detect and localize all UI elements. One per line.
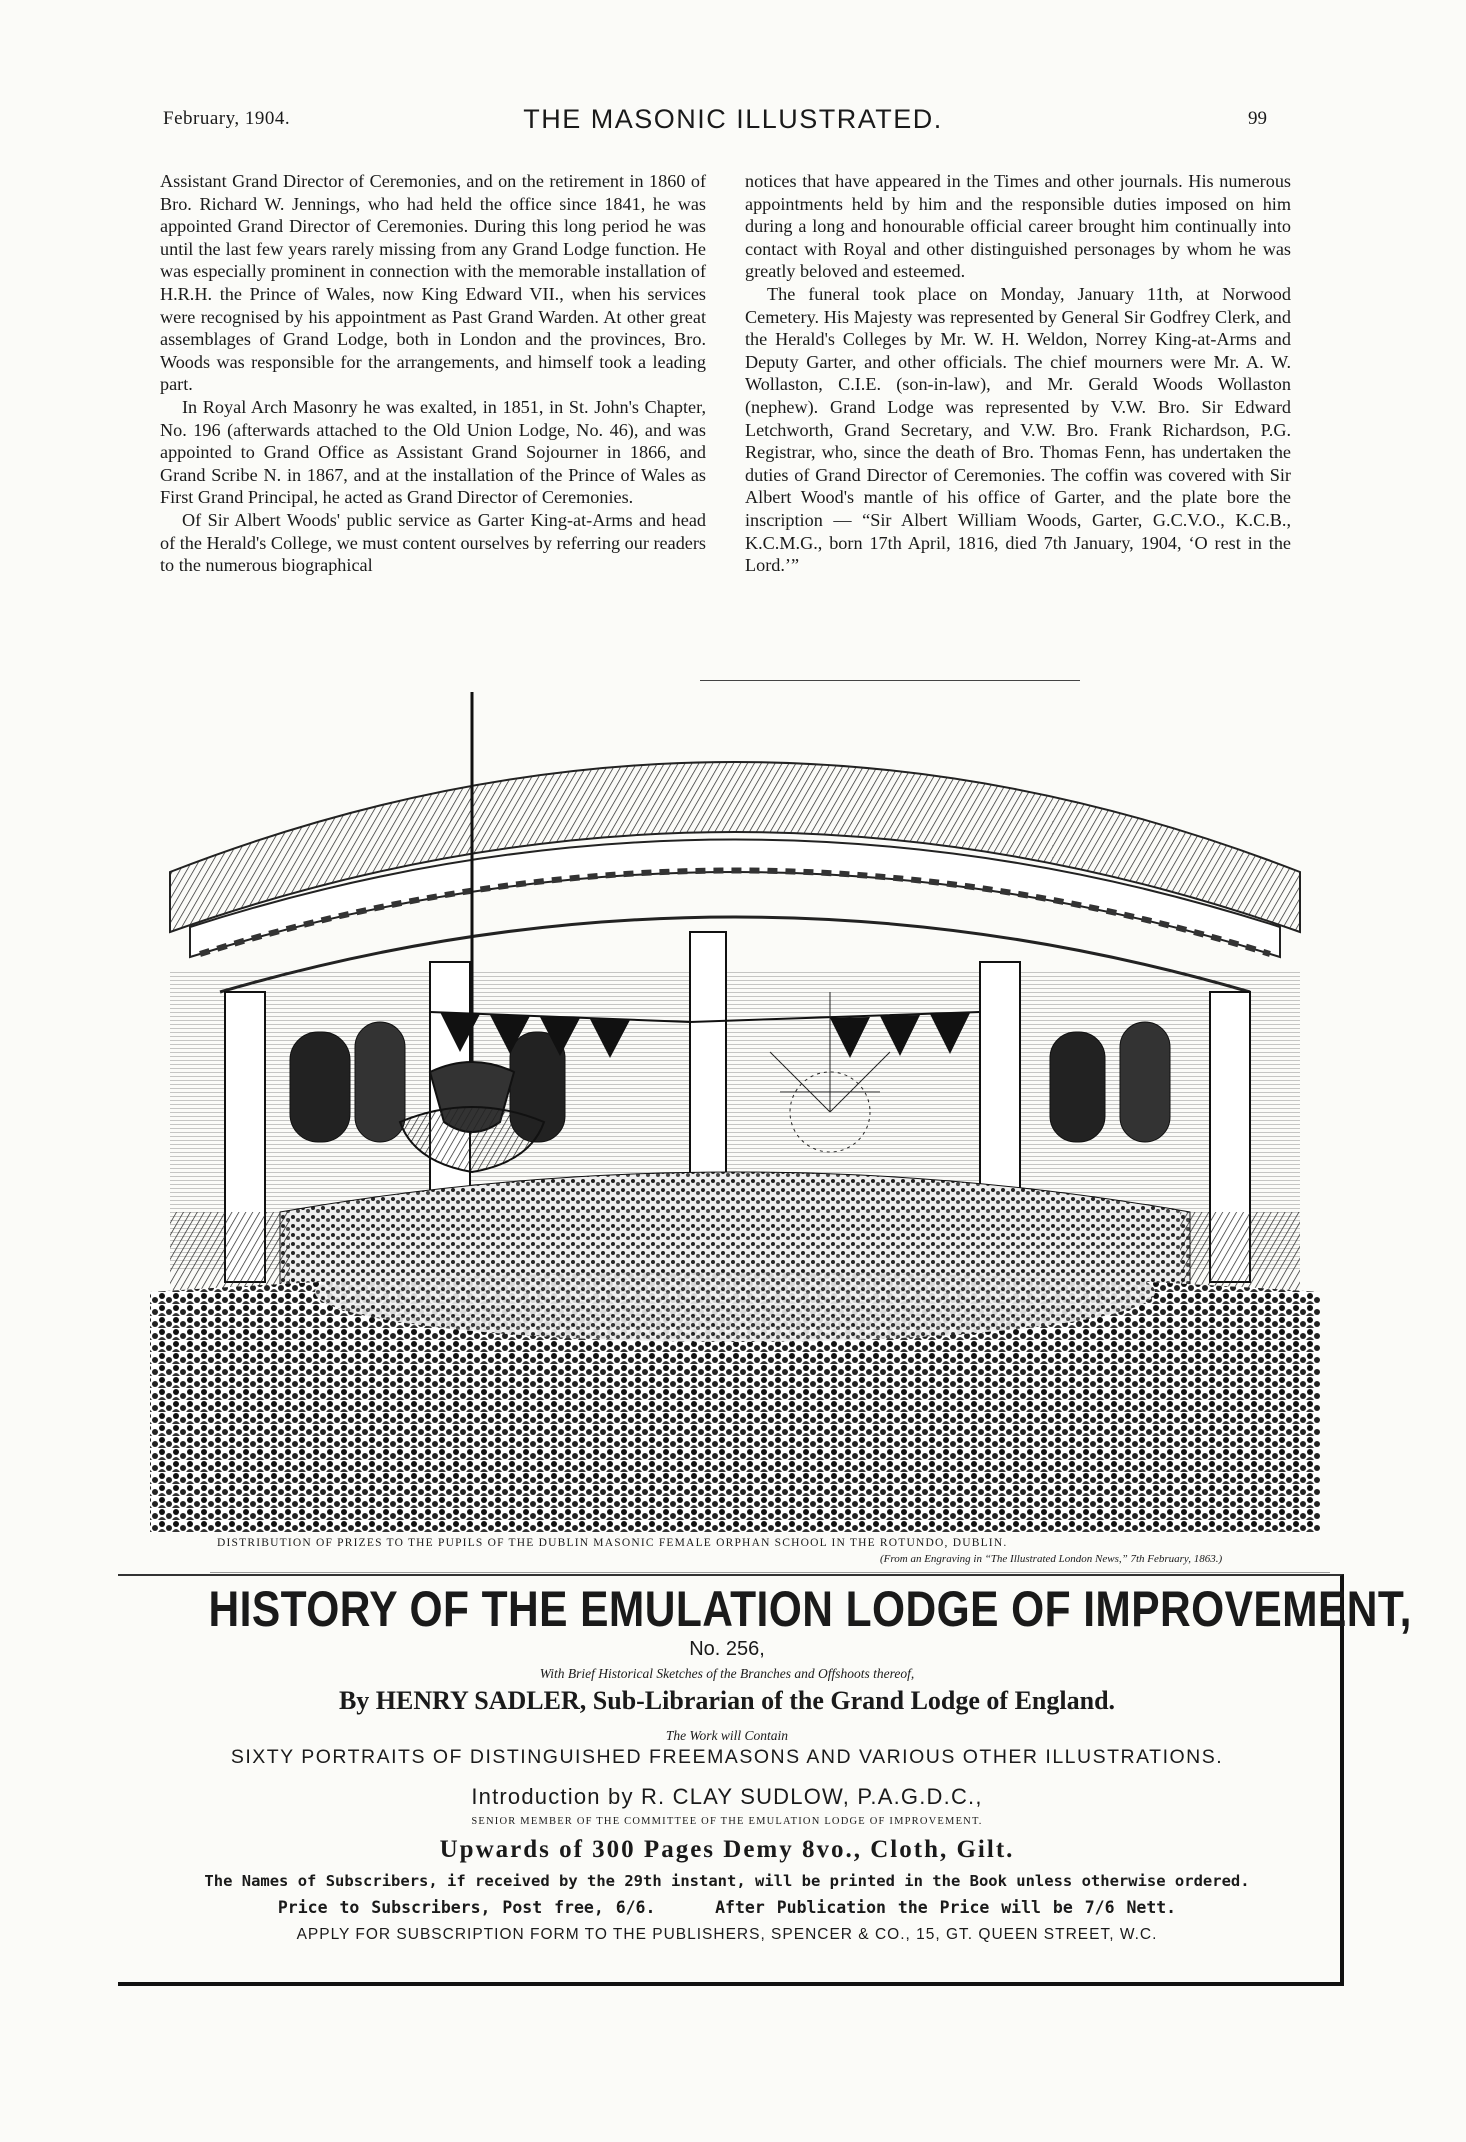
ad-format: Upwards of 300 Pages Demy 8vo., Cloth, Gilt.: [439, 1836, 1015, 1863]
ad-subscribers-note: The Names of Subscribers, if received by the 29th instant, will be printed in the Book unless otherwise ordered.: [204, 1872, 1250, 1890]
ad-work-contain: The Work will Contain: [665, 1728, 789, 1743]
ad-introduction: Introduction by R. CLAY SUDLOW, P.A.G.D.C.,: [471, 1784, 983, 1809]
illustration-credit: (From an Engraving in “The Illustrated London News,” 7th February, 1863.): [880, 1553, 1223, 1565]
left-column: [160, 170, 706, 577]
rotunda-hall-engraving: [130, 692, 1340, 1532]
illustration-caption: DISTRIBUTION OF PRIZES TO THE PUPILS OF THE DUBLIN MASONIC FEMALE ORPHAN SCHOOL IN THE ROTUNDO, DUBLIN.: [217, 1537, 1008, 1549]
page-number: 99: [1248, 108, 1267, 129]
divider: [210, 1572, 1330, 1573]
paragraph: notices that have appeared in the Times and other journals. His numerous appointments held by him and the responsible duties imposed on him during a long and honourable official career brought him continually into contact with Royal and other distinguished personages by whom he was greatly beloved and esteemed.: [745, 171, 1291, 282]
ad-lodge-number: No. 256,: [689, 1638, 765, 1660]
divider: [700, 680, 1080, 681]
paragraph: In Royal Arch Masonry he was exalted, in 1851, in St. John's Chapter, No. 196 (afterwards attached to the Old Union Lodge, No. 46), and was appointed to Grand Office as Assistant Grand Sojourner in 1866, and Grand Scribe N. in 1867, and at the installation of the Prince of Wales as First Grand Principal, he acted as Grand Director of Ceremonies.: [160, 396, 706, 508]
paragraph: Of Sir Albert Woods' public service as Garter King-at-Arms and head of the Herald's College, we must content ourselves by referring our readers to the numerous biographical: [160, 509, 706, 576]
right-column: [745, 170, 1291, 577]
book-advertisement: [117, 1578, 1412, 1943]
issue-date: February, 1904.: [163, 108, 291, 129]
ad-apply: APPLY FOR SUBSCRIPTION FORM TO THE PUBLISHERS, SPENCER & CO., 15, GT. QUEEN STREET, W.C.: [296, 1926, 1158, 1943]
paragraph: Assistant Grand Director of Ceremonies, and on the retirement in 1860 of Bro. Richard W. Jennings, who had held the office since 1841, he was appointed Grand Director of Ceremonies. During this long period he was until the last few years rarely missing from any Grand Lodge function. He was especially prominent in connection with the memorable installation of H.R.H. the Prince of Wales, now King Edward VII., when his services were recognised by his appointment as Past Grand Warden. At other great assemblages of Grand Lodge, both in London and the provinces, Bro. Woods was responsible for the arrangements, and himself took a leading part.: [160, 171, 706, 395]
page-header: [0, 100, 1466, 140]
paragraph: The funeral took place on Monday, January 11th, at Norwood Cemetery. His Majesty was represented by General Sir Godfrey Clerk, and the Herald's Colleges by Mr. W. H. Weldon, Norrey King-at-Arms and Deputy Garter, and other officials. The chief mourners were Mr. A. W. Wollaston, C.I.E. (son-in-law), and Mr. Gerald Woods Wollaston (nephew). Grand Lodge was represented by V.W. Bro. Sir Edward Letchworth, Grand Secretary, and V.W. Bro. Frank Richardson, P.G. Registrar, who, since the death of Bro. Thomas Fenn, has undertaken the duties of Grand Director of Ceremonies. The coffin was covered with Sir Albert Wood's mantle of his office of Garter, and the plate bore the inscription — “Sir Albert William Woods, Garter, G.C.V.O., K.C.B., K.C.M.G., born 17th April, 1816, died 7th January, 1904, ‘O rest in the Lord.’”: [745, 283, 1291, 576]
ad-title: HISTORY OF THE EMULATION LODGE OF IMPROVEMENT,: [208, 1581, 1412, 1637]
engraving-illustration: [130, 692, 1340, 1532]
masthead-title: THE MASONIC ILLUSTRATED.: [523, 104, 943, 134]
ad-subtitle: With Brief Historical Sketches of the Branches and Offshoots thereof,: [539, 1666, 915, 1681]
ad-portraits: SIXTY PORTRAITS OF DISTINGUISHED FREEMASONS AND VARIOUS OTHER ILLUSTRATIONS.: [230, 1746, 1224, 1768]
ad-introducer-title: SENIOR MEMBER OF THE COMMITTEE OF THE EMULATION LODGE OF IMPROVEMENT.: [471, 1816, 983, 1827]
ad-price: Price to Subscribers, Post free, 6/6. After Publication the Price will be 7/6 Nett.: [277, 1898, 1177, 1917]
ad-author: By HENRY SADLER, Sub-Librarian of the Grand Lodge of England.: [338, 1686, 1116, 1715]
